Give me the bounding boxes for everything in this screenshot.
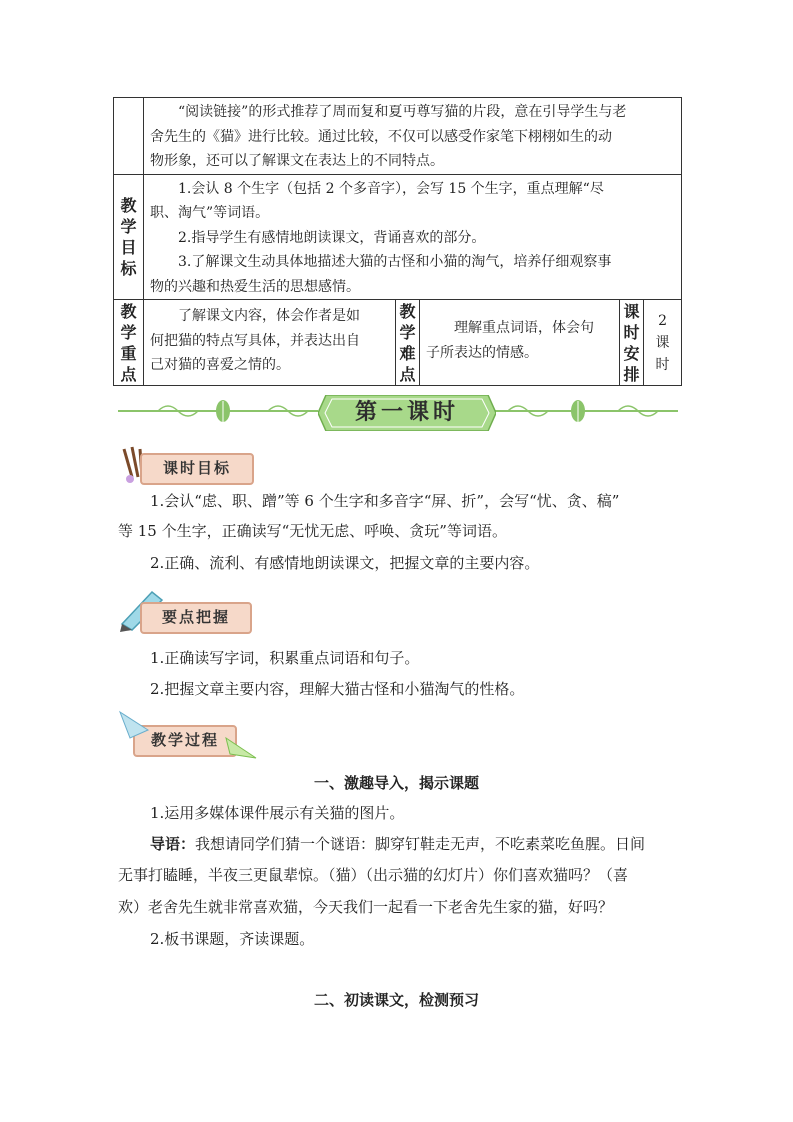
goal-line: 1.会认 8 个生字（包括 2 个多音字），会写 15 个生字，重点理解“尽 (178, 180, 604, 197)
goals-row (114, 174, 682, 300)
objective-line: 等 15 个生字，正确读写“无忧无虑、呼唤、贪玩”等词语。 (118, 522, 507, 540)
objective-line: 1.会认“虑、职、蹭”等 6 个生字和多音字“屏、折”，会写“忧、贪、稿” (150, 492, 620, 510)
step1-item: 2.板书课题，齐读课题。 (150, 930, 315, 948)
goals-cell (144, 174, 682, 300)
time-cell: 2 课 时 (644, 300, 682, 386)
process-badge: 教学过程 (133, 725, 237, 757)
key-points-badge: 要点把握 (140, 602, 252, 634)
step1-title: 一、激趣导入，揭示课题 (313, 774, 479, 792)
key-row (114, 300, 682, 386)
time-header: 课 时 安 排 (620, 300, 644, 386)
key-header: 教 学 重 点 (114, 300, 144, 386)
guide-line: 导语：我想请同学们猜一个谜语：脚穿钉鞋走无声，不吃素菜吃鱼腥。日间 (150, 835, 646, 853)
paper-plane-icon (118, 708, 258, 764)
objective-line: 2.正确、流利、有感情地朗读课文，把握文章的主要内容。 (150, 554, 540, 572)
goal-line: 3.了解课文生动具体地描述大猫的古怪和小猫的淘气，培养仔细观察事 (178, 254, 612, 270)
goals-header: 教 学 目 标 (114, 174, 144, 300)
goal-line: 2.指导学生有感情地朗读课文，背诵喜欢的部分。 (178, 229, 486, 246)
intro-line: 物形象，还可以了解课文在表达上的不同特点。 (150, 153, 444, 169)
key-point-line: 2.把握文章主要内容，理解大猫古怪和小猫淘气的性格。 (150, 680, 525, 698)
key-cell: 了解课文内容，体会作者是如 何把猫的特点写具体，并表达出自 己对猫的喜爱之情的。 (144, 300, 396, 386)
intro-blank-cell (114, 98, 144, 175)
lesson-plan-table (113, 97, 682, 386)
intro-line: “阅读链接”的形式推荐了周而复和夏丏尊写猫的片段，意在引导学生与老 (178, 104, 627, 120)
difficulty-header: 教 学 难 点 (396, 300, 420, 386)
step2-title: 二、初读课文，检测预习 (313, 991, 479, 1009)
goal-line: 职、淘气”等词语。 (150, 205, 270, 221)
guide-line: 欢）老舍先生就非常喜欢猫，今天我们一起看一下老舍先生家的猫，好吗？ (118, 898, 614, 916)
guide-label: 导语： (150, 835, 196, 853)
step1-item: 1.运用多媒体课件展示有关猫的图片。 (150, 804, 405, 822)
lesson-title: 第一课时 (354, 399, 459, 425)
objectives-badge: 课时目标 (140, 453, 254, 485)
key-point-line: 1.正确读写字词，积累重点词语和句子。 (150, 649, 420, 667)
intro-line: 舍先生的《猫》进行比较。通过比较，不仅可以感受作家笔下栩栩如生的动 (150, 128, 612, 145)
guide-line: 无事打瞌睡，半夜三更鼠辈惊。（猫）（出示猫的幻灯片）你们喜欢猫吗？（喜 (118, 866, 629, 884)
difficulty-cell: 理解重点词语，体会句 子所表达的情感。 (420, 300, 620, 386)
goal-line: 物的兴趣和热爱生活的思想感情。 (150, 278, 360, 295)
intro-cell (144, 98, 682, 175)
intro-row (114, 98, 682, 175)
